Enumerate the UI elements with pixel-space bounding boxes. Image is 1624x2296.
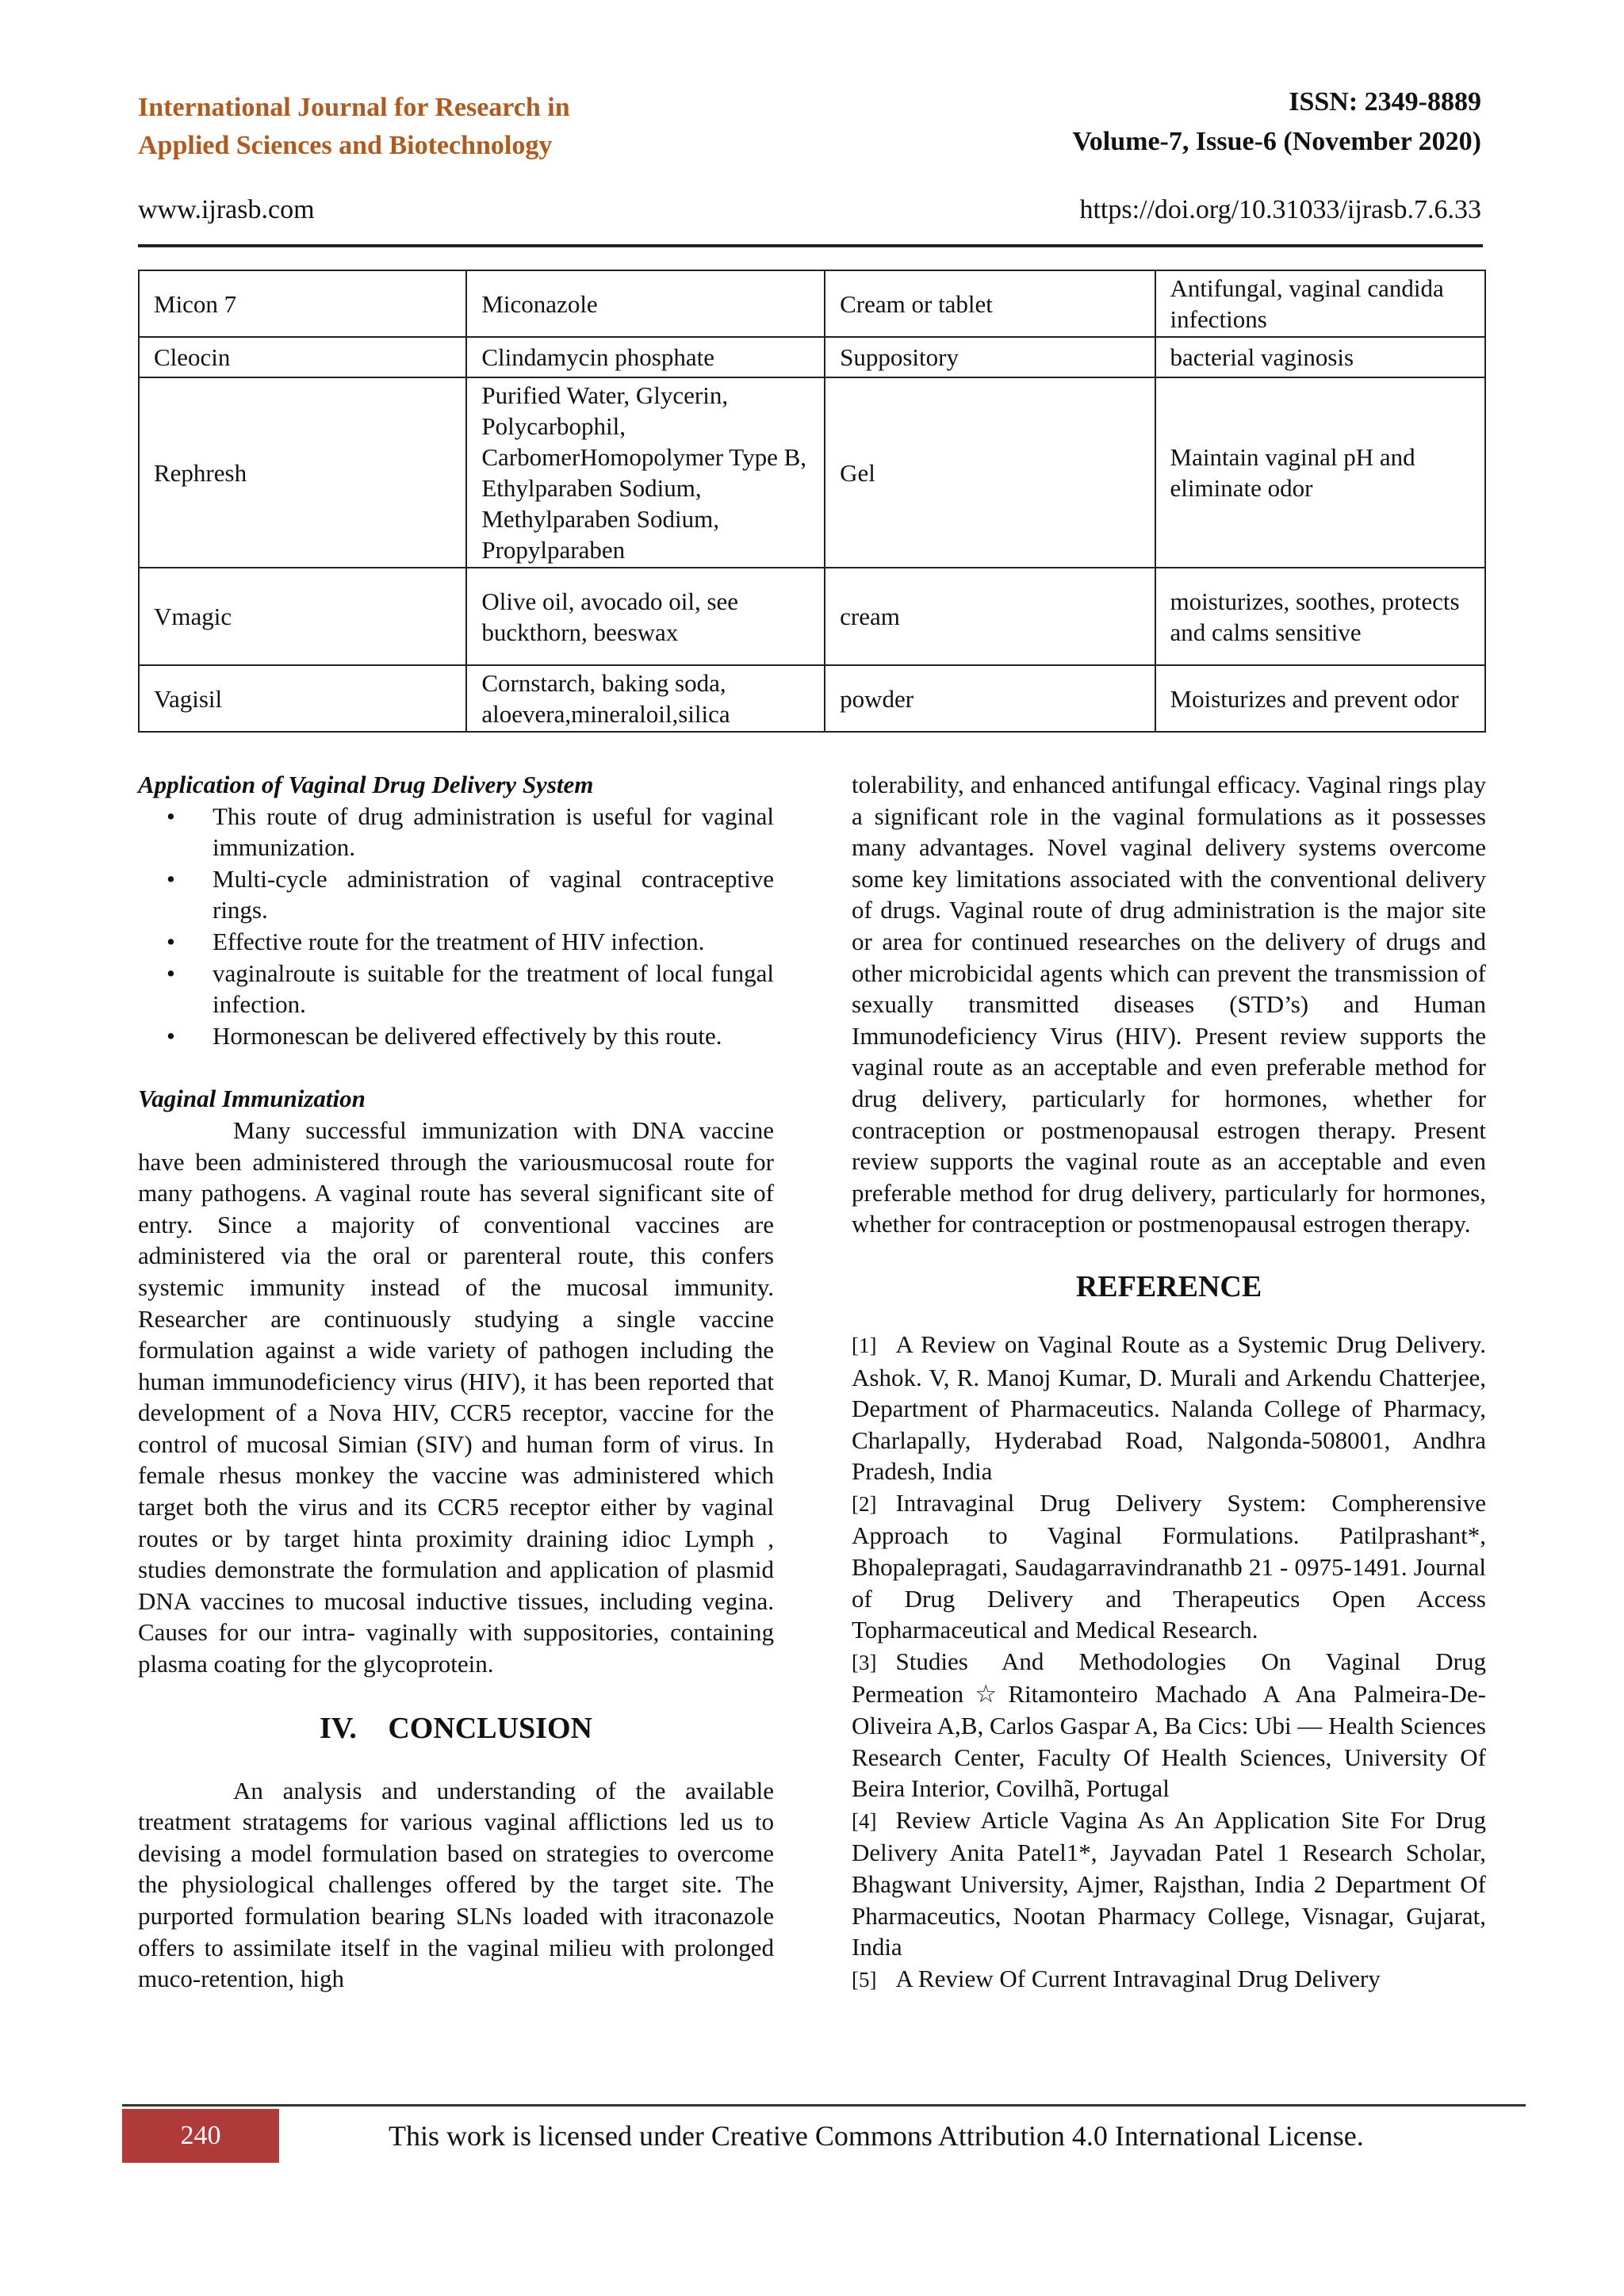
reference-item: [5] A Review Of Current Intravaginal Drug Delivery	[852, 1964, 1381, 1992]
bullet-icon: •	[167, 802, 175, 830]
application-list	[138, 801, 774, 1052]
reference-item: [4] Review Article Vagina As An Application Site For Drug Delivery Anita Patel1*, Jayvadan Patel 1 Research Scholar, Bhagwant University, Ajmer, Rajsthan, India 2 Department Of Pharmaceutics, Nootan Pharmacy College, Visnagar, Gujarat, India	[852, 1805, 1486, 1961]
table-row	[139, 337, 1485, 377]
table-cell: cream	[825, 568, 1155, 665]
list-item: • Hormonescan be delivered effectively by this route.	[138, 1020, 774, 1052]
table-cell: Gel	[825, 377, 1155, 568]
immunization-paragraph: Many successful immunization with DNA vaccine have been administered through the variousmucosal route for many pathogens. A vaginal route has several significant site of entry. Since a majority of conventional vaccines are administered via the oral or parenteral route, this confers systemic immunity instead of the mucosal immunity. Researcher are continuously studying a single vaccine formulation against a wide variety of pathogen including the human immunodeficiency virus (HIV), it has been reported that development of a Nova HIV, CCR5 receptor, vaccine for the control of mucosal Simian (SIV) and human form of virus. In female rhesus monkey the vaccine was administered which target both the virus and its CCR5 receptor either by vaginal routes or by target hinta proximity draining idioc Lymph , studies demonstrate the formulation and application of plasmid DNA vaccines to mucosal inductive tissues, including vegina. Causes for our intra- vaginally with suppositories, containing plasma coating for the glycoprotein.	[138, 1115, 774, 1678]
table-cell: Purified Water, Glycerin, Polycarbophil, CarbomerHomopolymer Type B, Ethylparaben Sodium, Methylparaben Sodium, Propylparaben	[466, 377, 825, 568]
table-cell: Vmagic	[139, 568, 466, 665]
reference-item: [3] Studies And Methodologies On Vaginal Drug Permeation☆Ritamonteiro Machado A Ana Palmeira-De-Oliveira A,B, Carlos Gaspar A, Ba Cics: Ubi — Health Sciences Research Center, Faculty Of Health Sciences, University Of Beira Interior, Covilhã, Portugal	[852, 1647, 1486, 1803]
table-cell: powder	[825, 665, 1155, 732]
immunization-heading: Vaginal Immunization	[138, 1085, 366, 1113]
table-cell: moisturizes, soothes, protects and calms sensitive	[1155, 568, 1485, 665]
table-cell: Cornstarch, baking soda, aloevera,mineraloil,silica	[466, 665, 825, 732]
table-cell: Maintain vaginal pH and eliminate odor	[1155, 377, 1485, 568]
reference-heading: REFERENCE	[1075, 1269, 1262, 1303]
bullet-icon: •	[167, 1021, 175, 1050]
footer-divider	[122, 2104, 1526, 2107]
page-number: 240	[122, 2109, 279, 2163]
table-cell: Cream or tablet	[825, 270, 1155, 337]
volume-issue: Volume-7, Issue-6 (November 2020)	[1072, 127, 1481, 156]
list-item: • vaginalroute is suitable for the treatment of local fungal infection.	[167, 959, 774, 1019]
journal-title	[138, 89, 772, 165]
table-cell: Clindamycin phosphate	[466, 337, 825, 377]
right-column	[852, 769, 1486, 1996]
reference-item: [2] Intravaginal Drug Delivery System: Compherensive Approach to Vaginal Formulations. Patilprashant*, Bhopalepragati, Saudagarravindranathb 21 - 0975-1491. Journal of Drug Delivery and Therapeutics Open Access Topharmaceutical and Medical Research.	[852, 1488, 1486, 1644]
issn-block	[768, 82, 1481, 162]
list-item: • Effective route for the treatment of HIV infection.	[138, 926, 774, 958]
conclusion-heading: IV. CONCLUSION	[320, 1711, 592, 1745]
table-row	[139, 568, 1485, 665]
left-column	[138, 769, 774, 1995]
license-text[interactable]: This work is licensed under Creative Commons Attribution 4.0 International License.	[389, 2120, 1364, 2152]
header-divider	[138, 244, 1483, 247]
list-item: • This route of drug administration is useful for vaginal immunization.	[167, 802, 774, 862]
table-cell: Antifungal, vaginal candida infections	[1155, 270, 1485, 337]
table-cell: Micon 7	[139, 270, 466, 337]
table-cell: Olive oil, avocado oil, see buckthorn, beeswax	[466, 568, 825, 665]
bullet-icon: •	[167, 927, 175, 955]
bullet-icon: •	[167, 959, 175, 987]
conclusion-paragraph-continued: tolerability, and enhanced antifungal efficacy. Vaginal rings play a significant role in the vaginal formulations as it possesses many advantages. Novel vaginal delivery systems overcome some key limitations associated with the conventional delivery of drugs. Vaginal route of drug administration is the major site or area for continued researches on the delivery of drugs and other microbicidal agents which can prevent the transmission of sexually transmitted diseases (STD’s) and Human Immunodeficiency Virus (HIV). Present review supports the vaginal route as an acceptable and even preferable method for drug delivery, particularly for hormones, whether for contraception or postmenopausal estrogen therapy. Present review supports the vaginal route as an acceptable and even preferable method for drug delivery, particularly for hormones, whether for contraception or postmenopausal estrogen therapy.	[852, 771, 1486, 1238]
table-cell: Suppository	[825, 337, 1155, 377]
journal-website[interactable]: www.ijrasb.com	[138, 195, 315, 224]
table-row	[139, 270, 1485, 337]
reference-item: [1] A Review on Vaginal Route as a Systemic Drug Delivery. Ashok. V, R. Manoj Kumar, D. Murali and Arkendu Chatterjee, Department of Pharmaceutics. Nalanda College of Pharmacy, Charlapally, Hyderabad Road, Nalgonda-508001, Andhra Pradesh, India	[852, 1330, 1486, 1486]
journal-title-line1: International Journal for Research in	[138, 93, 570, 122]
journal-title-line2: Applied Sciences and Biotechnology	[138, 131, 553, 160]
product-table	[138, 270, 1486, 733]
table-cell: bacterial vaginosis	[1155, 337, 1485, 377]
table-row	[139, 377, 1485, 568]
doi-link[interactable]: https://doi.org/10.31033/ijrasb.7.6.33	[1079, 195, 1481, 224]
table-cell: Rephresh	[139, 377, 466, 568]
table-cell: Moisturizes and prevent odor	[1155, 665, 1485, 732]
table-cell: Vagisil	[139, 665, 466, 732]
issn: ISSN: 2349-8889	[1289, 87, 1481, 117]
table-cell: Miconazole	[466, 270, 825, 337]
conclusion-paragraph: An analysis and understanding of the available treatment stratagems for various vaginal afflictions led us to devising a model formulation based on strategies to overcome the physiological challenges offered by the target site. The purported formulation bearing SLNs loaded with itraconazole offers to assimilate itself in the vaginal milieu with prolonged muco-retention, high	[138, 1776, 774, 1993]
table-row	[139, 665, 1485, 732]
list-item: • Multi-cycle administration of vaginal contraceptive rings.	[167, 864, 774, 924]
bullet-icon: •	[167, 864, 175, 893]
application-heading: Application of Vaginal Drug Delivery System	[138, 771, 594, 798]
table-cell: Cleocin	[139, 337, 466, 377]
